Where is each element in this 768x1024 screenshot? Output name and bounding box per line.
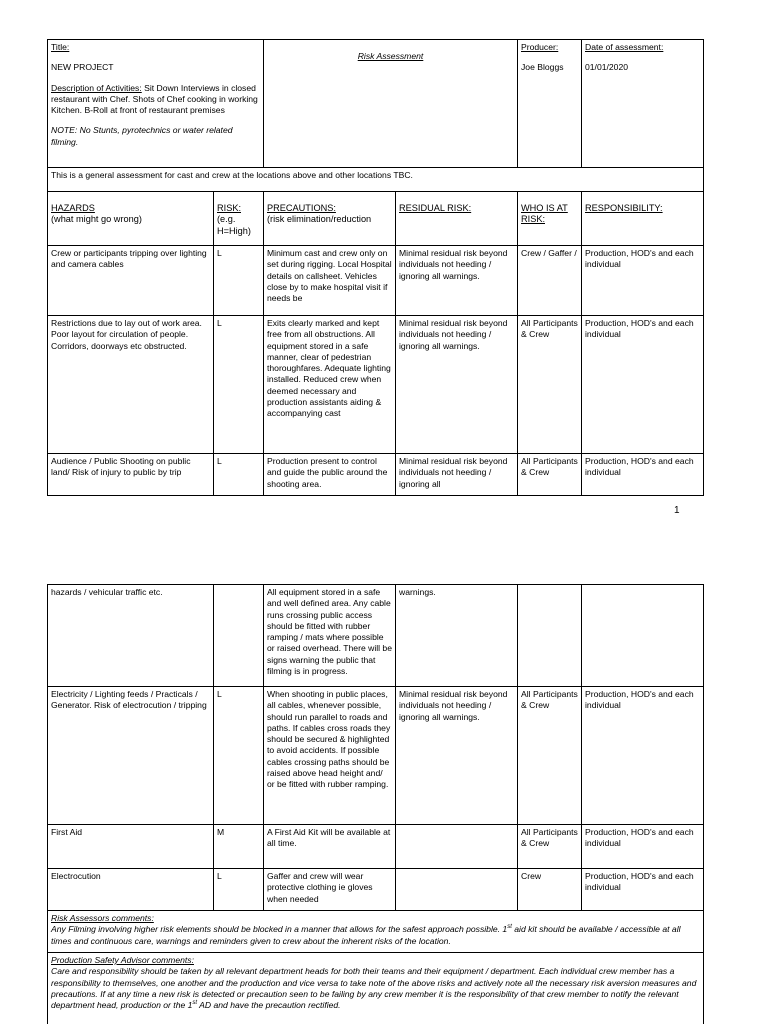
- precautions-header: PRECAUTIONS:: [267, 203, 336, 213]
- risk-cell: L: [214, 687, 264, 825]
- risk-cell: L: [214, 869, 264, 911]
- title-value: NEW PROJECT: [51, 62, 114, 73]
- hazards-header: HAZARDS: [51, 203, 95, 213]
- description-label: Description of Activities:: [51, 82, 142, 93]
- risk-assessment-table-page-2: [47, 584, 704, 1024]
- responsibility-cell: Production, HOD's and each individual: [582, 825, 704, 869]
- title-label: Title:: [51, 42, 70, 52]
- residual-cell: [396, 825, 518, 869]
- col-header-who: [518, 192, 582, 246]
- risk-cell: L: [214, 454, 264, 496]
- table-row: [48, 454, 704, 496]
- table-row: [48, 585, 704, 687]
- who-cell: [518, 585, 582, 687]
- col-header-responsibility: [582, 192, 704, 246]
- doc-title: Risk Assessment: [357, 51, 424, 61]
- residual-cell: Minimal residual risk beyond individuals not heeding / ignoring all warnings.: [396, 246, 518, 316]
- responsibility-cell: Production, HOD's and each individual: [582, 454, 704, 496]
- residual-cell: Minimal residual risk beyond individuals not heeding / ignoring all warnings.: [396, 316, 518, 454]
- producer-value: Joe Bloggs: [521, 62, 564, 73]
- responsibility-cell: Production, HOD's and each individual: [582, 316, 704, 454]
- responsibility-header: RESPONSIBILITY:: [585, 203, 663, 213]
- residual-cell: Minimal residual risk beyond individuals not heeding / ignoring all warnings.: [396, 687, 518, 825]
- page-number: 1: [674, 505, 680, 516]
- safety-advisor-text-b: AD and have the precaution rectified.: [197, 1000, 341, 1011]
- responsibility-cell: Production, HOD's and each individual: [582, 246, 704, 316]
- page-2: [0, 568, 768, 1024]
- who-cell: All Participants & Crew: [518, 825, 582, 869]
- table-row: [48, 825, 704, 869]
- hazard-cell: First Aid: [48, 825, 214, 869]
- responsibility-cell: Production, HOD's and each individual: [582, 687, 704, 825]
- precautions-cell: When shooting in public places, all cables, whenever possible, should run parallel to roads and paths. If cables cross roads they should be secured & highlighted to avoid accidents. If possible cables crossing paths should be raised above head height and/ or be fitted with rubber ramping.: [264, 687, 396, 825]
- risk-assessment-table-page-1: [47, 39, 704, 496]
- general-statement: This is a general assessment for cast and crew at the locations above and other locations TBC.: [48, 168, 704, 192]
- responsibility-cell: [582, 585, 704, 687]
- precautions-cell: A First Aid Kit will be available at all time.: [264, 825, 396, 869]
- risk-cell: L: [214, 316, 264, 454]
- note-text: NOTE: No Stunts, pyrotechnics or water related filming.: [51, 125, 233, 147]
- safety-advisor-label: Production Safety Advisor comments:: [51, 955, 194, 965]
- table-row: [48, 687, 704, 825]
- safety-advisor-sup: st: [192, 1000, 198, 1007]
- risk-assessors-text-b: aid kit should be available / accessible at all times and continuous care, warnings and reminders given to crew about the inherent risks of the location.: [51, 924, 681, 946]
- date-cell: [582, 40, 704, 168]
- table-row: [48, 869, 704, 911]
- hazard-cell: Audience / Public Shooting on public land/ Risk of injury to public by trip: [48, 454, 214, 496]
- precautions-cell: Production present to control and guide the public around the shooting area.: [264, 454, 396, 496]
- col-header-precautions: [264, 192, 396, 246]
- description-text: Sit Down Interviews in closed restaurant with Chef. Shots of Chef cooking in working Kitchen. B-Roll at front of restaurant premises: [51, 82, 258, 116]
- doc-title-cell: [264, 40, 518, 168]
- producer-cell: [518, 40, 582, 168]
- col-header-hazards: [48, 192, 214, 246]
- safety-advisor-text-a: Care and responsibility should be taken by all relevant department heads for both their teams and their equipment / department. Each individual crew member has a responsibility to themselves, one another and the production and vice versa to take note of the above risks and actively note all the necessary risk aversion measures and precautions. If at any time a new risk is detected or precaution seen to be failing by any crew member it is the responsibility of that crew member to notify the relevant department head, production or the 1: [51, 966, 697, 1011]
- who-cell: All Participants & Crew: [518, 687, 582, 825]
- risk-assessors-comments: [48, 911, 704, 953]
- risk-header: RISK:: [217, 203, 241, 213]
- who-cell: Crew / Gaffer /: [518, 246, 582, 316]
- date-value: 01/01/2020: [585, 62, 629, 73]
- who-cell: All Participants & Crew: [518, 454, 582, 496]
- hazards-subheader: (what might go wrong): [51, 214, 142, 225]
- risk-cell: M: [214, 825, 264, 869]
- table-row: [48, 316, 704, 454]
- producer-label: Producer:: [521, 42, 559, 52]
- col-header-risk: [214, 192, 264, 246]
- residual-cell: warnings.: [396, 585, 518, 687]
- risk-assessors-text-a: Any Filming involving higher risk elements should be blocked in a manner that allows for the safest approach possible. 1: [51, 924, 508, 935]
- precautions-cell: All equipment stored in a safe and well defined area. Any cable runs crossing public access should be fitted with rubber ramping / mats where possible or raised overhead. There will be signs warning the public that filming is in progress.: [264, 585, 396, 687]
- date-label: Date of assessment:: [585, 42, 664, 52]
- title-cell: [48, 40, 264, 168]
- residual-cell: Minimal residual risk beyond individuals not heeding / ignoring all: [396, 454, 518, 496]
- risk-cell: [214, 585, 264, 687]
- precautions-cell: Exits clearly marked and kept free from all obstructions. All equipment stored in a safe manner, clear of pedestrian thoroughfares. Adequate lighting installed. Reduced crew when deemed necessary and production assistants aiding & accompanying cast: [264, 316, 396, 454]
- hazard-cell: Electrocution: [48, 869, 214, 911]
- table-row: [48, 246, 704, 316]
- precautions-cell: Gaffer and crew will wear protective clothing ie gloves when needed: [264, 869, 396, 911]
- risk-assessors-label: Risk Assessors comments:: [51, 913, 154, 923]
- hazard-cell: Electricity / Lighting feeds / Practicals / Generator. Risk of electrocution / tripping: [48, 687, 214, 825]
- risk-cell: L: [214, 246, 264, 316]
- risk-subheader: (e.g. H=High): [217, 214, 251, 236]
- risk-assessors-row: [48, 911, 704, 953]
- precautions-subheader: (risk elimination/reduction: [267, 214, 372, 225]
- general-statement-row: [48, 168, 704, 192]
- who-cell: Crew: [518, 869, 582, 911]
- column-header-row: [48, 192, 704, 246]
- precautions-cell: Minimum cast and crew only on set during rigging. Local Hospital details on callsheet. Vehicles close by to make hospital visit if needs be: [264, 246, 396, 316]
- safety-advisor-comments: [48, 953, 704, 1024]
- responsibility-cell: Production, HOD's and each individual: [582, 869, 704, 911]
- who-cell: All Participants & Crew: [518, 316, 582, 454]
- hazard-cell: Restrictions due to lay out of work area. Poor layout for circulation of people. Corridors, doorways etc obstructed.: [48, 316, 214, 454]
- safety-advisor-row: [48, 953, 704, 1024]
- residual-cell: [396, 869, 518, 911]
- who-header: WHO IS AT RISK:: [521, 203, 568, 225]
- hazard-cell: Crew or participants tripping over lighting and camera cables: [48, 246, 214, 316]
- risk-assessors-sup: st: [507, 924, 512, 931]
- residual-header: RESIDUAL RISK:: [399, 203, 472, 213]
- header-row: [48, 40, 704, 168]
- col-header-residual: [396, 192, 518, 246]
- hazard-cell: hazards / vehicular traffic etc.: [48, 585, 214, 687]
